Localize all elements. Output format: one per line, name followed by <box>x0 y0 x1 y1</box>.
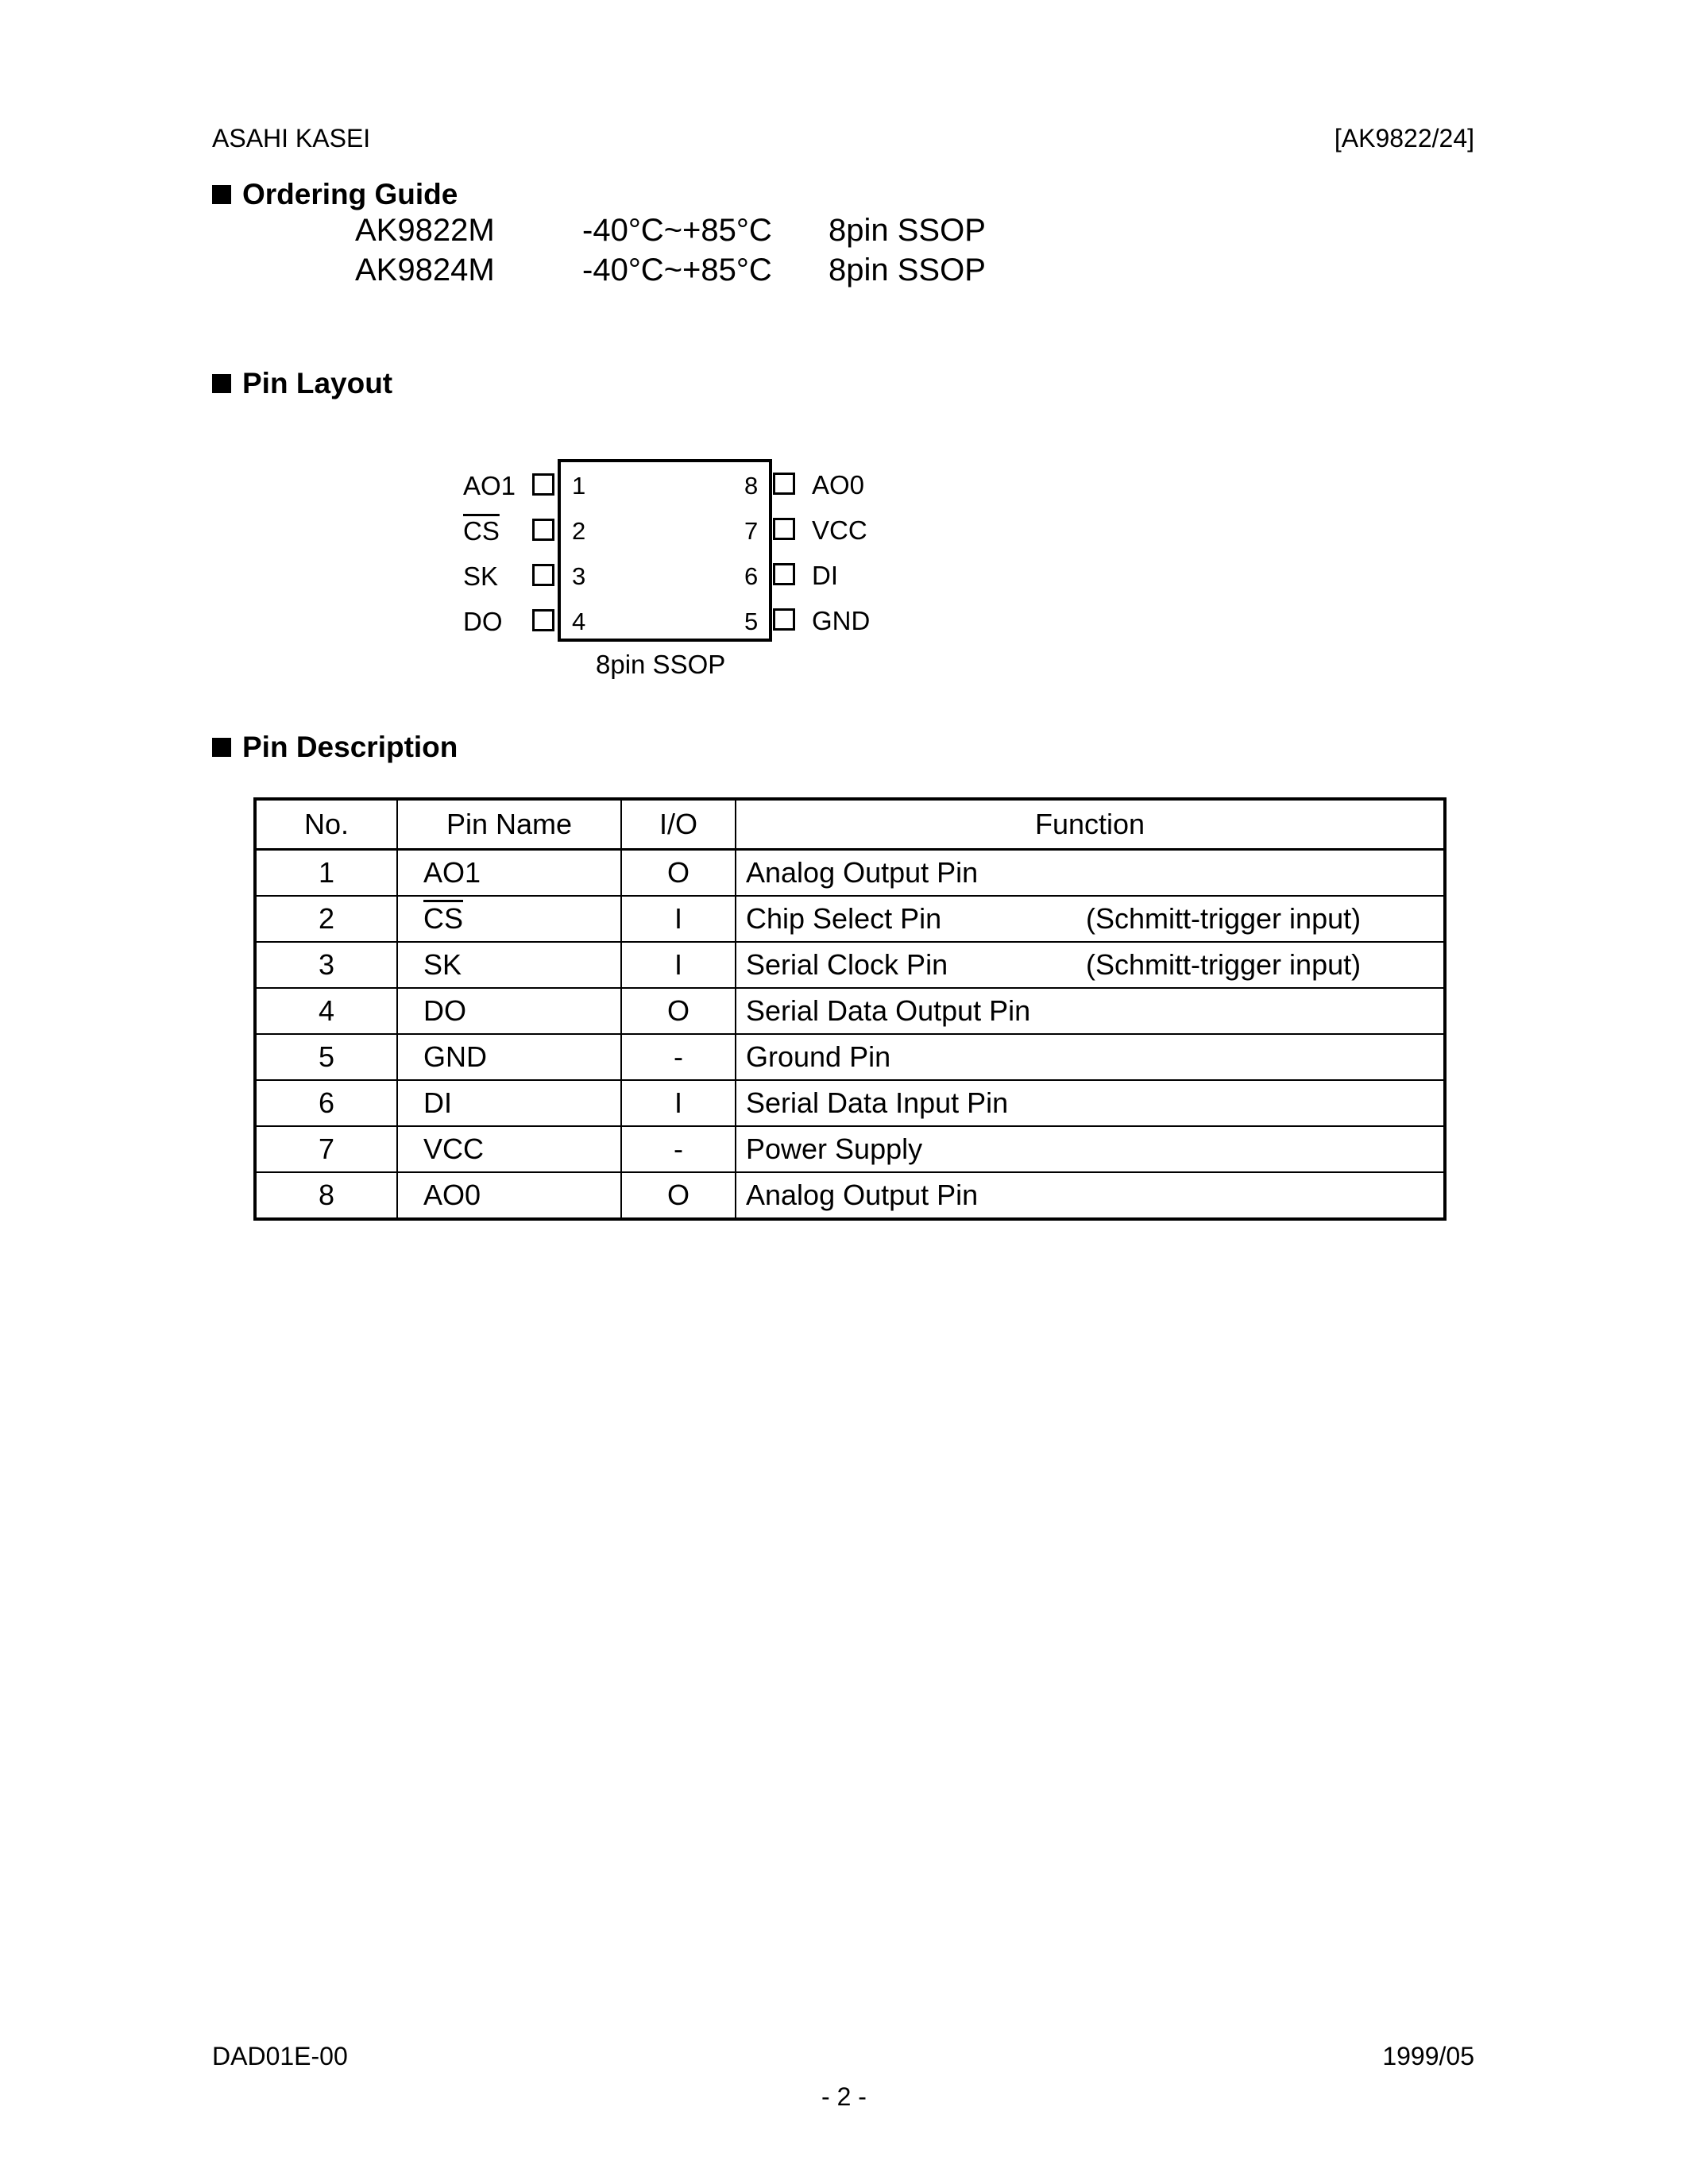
column-header-function: Function <box>736 799 1445 850</box>
pin-number: 2 <box>572 517 586 545</box>
ordering-guide-title: Ordering Guide <box>242 178 458 210</box>
table-row <box>255 1080 1445 1126</box>
pin-pad-right <box>773 608 795 631</box>
cell-no: 1 <box>255 850 397 897</box>
cell-io: - <box>621 1126 736 1172</box>
cell-no: 7 <box>255 1126 397 1172</box>
cell-io: - <box>621 1034 736 1080</box>
table-row <box>255 942 1445 988</box>
pin-description-title: Pin Description <box>242 731 458 763</box>
pin-description-heading <box>212 731 458 764</box>
pin-pad-right <box>773 563 795 585</box>
function-text: Serial Clock Pin <box>746 948 948 981</box>
pin-label-right: VCC <box>812 515 867 545</box>
ordering-package: 8pin SSOP <box>829 213 986 248</box>
cell-no: 5 <box>255 1034 397 1080</box>
pin-label-right: GND <box>812 606 871 635</box>
cell-pin-name: AO1 <box>397 850 621 897</box>
cell-pin-name: VCC <box>397 1126 621 1172</box>
pin-description-table <box>253 797 1447 1221</box>
ordering-guide-heading <box>212 178 458 211</box>
cell-function <box>736 1034 1445 1080</box>
header-doc-ref: [AK9822/24] <box>1334 124 1474 152</box>
cell-function <box>736 1080 1445 1126</box>
pin-number: 7 <box>744 517 759 545</box>
cell-function <box>736 1126 1445 1172</box>
footer-date: 1999/05 <box>1382 2042 1474 2070</box>
cell-no: 4 <box>255 988 397 1034</box>
function-text: Serial Data Output Pin <box>746 994 1031 1027</box>
cell-no: 3 <box>255 942 397 988</box>
pin-number: 3 <box>572 562 586 590</box>
pin-number: 8 <box>744 472 759 500</box>
page-number: - 2 - <box>821 2082 867 2111</box>
pin-number: 1 <box>572 472 586 500</box>
table-row <box>255 1126 1445 1172</box>
cell-function <box>736 942 1445 988</box>
cell-io: I <box>621 896 736 942</box>
cell-io: I <box>621 1080 736 1126</box>
table-header-row <box>255 799 1445 850</box>
cell-pin-name: GND <box>397 1034 621 1080</box>
column-header-no: No. <box>255 799 397 850</box>
pin-pad-left <box>532 519 554 541</box>
pin-label-right: AO0 <box>812 470 865 500</box>
pin-pad-left <box>532 609 554 631</box>
function-text: Ground Pin <box>746 1040 891 1073</box>
table-row <box>255 1172 1445 1219</box>
chip-body <box>558 459 772 642</box>
ordering-row <box>0 253 1688 292</box>
function-text: Analog Output Pin <box>746 1179 979 1211</box>
pin-pad-left <box>532 473 554 496</box>
ordering-row <box>0 213 1688 253</box>
table-row <box>255 896 1445 942</box>
function-note: (Schmitt-trigger input) <box>1086 948 1362 981</box>
pin-label-right: DI <box>812 561 838 590</box>
cell-no: 2 <box>255 896 397 942</box>
ordering-temp: -40°C~+85°C <box>582 213 772 248</box>
ordering-part: AK9822M <box>355 213 495 248</box>
header-company: ASAHI KASEI <box>212 124 371 152</box>
column-header-pin-name: Pin Name <box>397 799 621 850</box>
cell-io: O <box>621 850 736 897</box>
table-row <box>255 988 1445 1034</box>
pin-number: 4 <box>572 608 586 635</box>
cell-pin-name: DI <box>397 1080 621 1126</box>
cell-io: I <box>621 942 736 988</box>
pin-label-left: $\overline{CS}$ <box>463 516 500 546</box>
cell-pin-name: DO <box>397 988 621 1034</box>
function-text: Chip Select Pin <box>746 902 942 935</box>
square-bullet-icon <box>212 185 231 204</box>
function-text: Analog Output Pin <box>746 856 979 889</box>
function-text: Power Supply <box>746 1133 923 1165</box>
function-text: Serial Data Input Pin <box>746 1086 1009 1119</box>
package-caption: 8pin SSOP <box>596 650 726 679</box>
ordering-part: AK9824M <box>355 253 495 287</box>
cell-io: O <box>621 1172 736 1219</box>
square-bullet-icon <box>212 374 231 393</box>
square-bullet-icon <box>212 738 231 757</box>
pin-number: 5 <box>744 608 759 635</box>
cell-pin-name: AO0 <box>397 1172 621 1219</box>
cell-function <box>736 988 1445 1034</box>
pin-pad-right <box>773 518 795 540</box>
pin-pad-left <box>532 564 554 586</box>
pin-label-left: SK <box>463 561 499 591</box>
cell-function <box>736 1172 1445 1219</box>
cell-pin-name <box>397 896 621 942</box>
column-header-io: I/O <box>621 799 736 850</box>
cell-function <box>736 896 1445 942</box>
pin-name-text: $\overline{CS}$ <box>423 902 464 935</box>
cell-function <box>736 850 1445 897</box>
table-row <box>255 1034 1445 1080</box>
cell-io: O <box>621 988 736 1034</box>
table-row <box>255 850 1445 897</box>
ordering-temp: -40°C~+85°C <box>582 253 772 287</box>
pin-pad-right <box>773 473 795 495</box>
pin-number: 6 <box>744 562 759 590</box>
cell-no: 6 <box>255 1080 397 1126</box>
footer-doc-code: DAD01E-00 <box>212 2042 348 2070</box>
cell-no: 8 <box>255 1172 397 1219</box>
ordering-package: 8pin SSOP <box>829 253 986 287</box>
pin-layout-heading <box>212 367 392 400</box>
pin-label-left: AO1 <box>463 471 516 500</box>
pin-label-left: DO <box>463 607 503 636</box>
pin-layout-title: Pin Layout <box>242 367 393 399</box>
function-note: (Schmitt-trigger input) <box>1086 902 1362 935</box>
cell-pin-name: SK <box>397 942 621 988</box>
